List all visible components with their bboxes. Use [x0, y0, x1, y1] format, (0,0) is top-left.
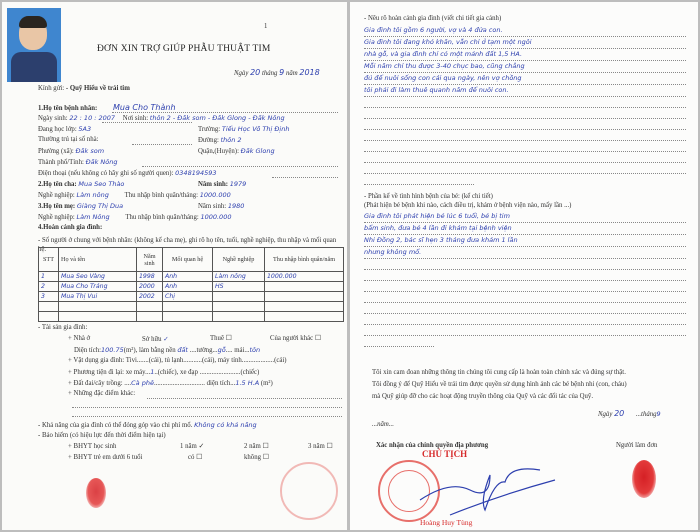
- page-number: 1: [264, 23, 268, 30]
- col-job: Nghề nghiệp: [213, 248, 265, 272]
- house-others: Của người khác ☐: [270, 335, 321, 342]
- illness-label: - Phần kể về tình hình bệnh của bé: (kể chi tiết): [364, 193, 493, 200]
- house-area-row: Diện tích:100.75(m²), làm bằng nền đất ....tường...gỗ.... mái...tôn: [74, 346, 261, 354]
- applicant-label: Người làm đơn: [616, 442, 658, 449]
- patient-photo: [7, 8, 61, 82]
- insurance-3y: 3 năm ☐: [308, 443, 333, 450]
- col-income: Thu nhập bình quân/năm: [265, 248, 344, 272]
- insurance-child-no: không ☐: [244, 454, 269, 461]
- house-rent: Thuê ☐: [210, 335, 232, 342]
- family-section-label: 4.Hoàn cảnh gia đình:: [38, 224, 103, 231]
- vehicles-row: + Phương tiện đi lại: xe máy...1..(chiếc), xe đạp ........................(chiếc): [68, 368, 260, 376]
- mother-name-row: 3.Họ tên mẹ: Giàng Thị Dua: [38, 202, 124, 210]
- father-birth-year: Năm sinh: 1979: [198, 180, 247, 188]
- circumstance-label: - Nêu rõ hoàn cảnh gia đình (viết chi tiết gia cảnh): [364, 15, 502, 22]
- land-row: + Đất đai/cây trồng: ....Cà phê.............................. diện tích...1.5 H.A (m²): [68, 379, 273, 387]
- form-date: Ngày 20 tháng 9 năm 2018: [234, 68, 320, 77]
- house-owned: Sở hữu ✓: [142, 335, 169, 343]
- col-name: Họ và tên: [59, 248, 137, 272]
- thumbprint-icon: [86, 478, 106, 508]
- father-job-row: Nghề nghiệp: Làm nông Thu nhập bình quân/tháng: 1000.000: [38, 191, 231, 199]
- patient-address: Thường trú tại số nhà:: [38, 136, 99, 143]
- patient-street: Đường: thôn 2: [198, 136, 242, 144]
- table-row: [39, 302, 344, 312]
- house-label: + Nhà ở: [68, 335, 91, 342]
- commitment-text: Tôi xin cam đoan những thông tin chúng tôi cung cấp là hoàn toàn chính xác và đúng sự thật. Tôi đồng ý để Quỹ Hiểu về trái tim được quyền sử dụng hình ảnh các bé bệnh nhi (con, cháu) mà Quỹ giúp đỡ cho các hoạt động truyền thông của Quỹ và các đối tác của Quỹ.: [372, 369, 627, 400]
- appliances-row: + Vật dụng gia đình: Tivi.......(cái), tủ lạnh...........(cái), máy tính...................(cái): [68, 357, 287, 364]
- patient-phone: Điện thoại (nếu không có hãy ghi số người quen): 0348194593: [38, 169, 217, 177]
- patient-name-row: 1.Họ tên bệnh nhân: Mua Cho Thành: [38, 103, 176, 112]
- col-stt: STT: [39, 248, 59, 272]
- table-row: 2 Mua Cho Tráng 2000 Anh HS: [39, 282, 344, 292]
- local-confirm-label: Xác nhận của chính quyền địa phương: [376, 442, 489, 449]
- insurance-label: - Bảo hiểm (có hiệu lực đến thời điểm hiện tại): [38, 432, 166, 439]
- family-members-note: - Số người ở chung với bệnh nhân: (không kể cha mẹ), ghi rõ họ tên, tuổi, nghề nghiệp, thu nhập và mối quan hệ.: [38, 237, 337, 254]
- insurance-1y: 1 năm ✓: [180, 443, 205, 450]
- patient-city: Thành phố/Tỉnh: Đăk Nông: [38, 158, 118, 166]
- contribution-row: - Khả năng của gia đình có thể đóng góp vào chi phí mổ. Không có khả năng: [38, 421, 257, 429]
- col-birth-year: Năm sinh: [137, 248, 163, 272]
- form-page-2: [350, 2, 698, 530]
- applicant-thumbprint-icon: [632, 460, 656, 498]
- family-members-table: [38, 247, 344, 322]
- patient-grade-row: Đang học lớp: 5A3: [38, 125, 92, 133]
- assets-label: - Tài sản gia đình:: [38, 324, 88, 331]
- table-row: [39, 312, 344, 322]
- sign-year: ...năm...: [372, 421, 394, 428]
- patient-dob-row: Ngày sinh: 22 : 10 : 2007 Nơi sinh: thôn 2 - Đăk som - Đăk Glong - Đăk Nông: [38, 114, 285, 122]
- insurance-2y: 2 năm ☐: [244, 443, 269, 450]
- sign-date: Ngày 20 ...tháng9: [598, 409, 661, 418]
- insurance-child: + BHYT trẻ em dưới 6 tuổi: [68, 454, 143, 461]
- patient-district: Quận,(Huyện): Đăk Glong: [198, 147, 275, 155]
- stamp-bleedthrough-icon: [280, 462, 338, 520]
- other-features-label: + Những đặc điểm khác:: [68, 390, 136, 397]
- signer-name: Hoàng Huy Tùng: [420, 518, 473, 527]
- recipient: Kính gửi: - Quỹ Hiểu về trái tim: [38, 85, 130, 92]
- col-relationship: Mối quan hệ: [163, 248, 213, 272]
- stamp-title: CHỦ TỊCH: [422, 449, 468, 459]
- form-title: ĐƠN XIN TRỢ GIÚP PHẪU THUẬT TIM: [97, 44, 271, 54]
- patient-ward: Phường (xã): Đăk som: [38, 147, 105, 155]
- patient-school: Trường: Tiểu Học Võ Thị Định: [198, 125, 290, 133]
- table-row: 3 Mua Thị Vui 2002 Chị: [39, 292, 344, 302]
- circumstance-text: Gia đình tôi gồm 6 người, vợ và 4 đứa con. Gia đình tôi đang khó khăn, vẫn chỉ ở tạm một ngôi nhà gỗ, và gia đình chỉ có một mảnh đất 1,5 HA. Mỗi năm chỉ thu được 3-40 chục bao, cũng chẳng đủ để nuôi sống con cái qua ngày, nên vợ chồng tôi phải đi làm thuê quanh năm để nuôi con.: [364, 25, 686, 185]
- illness-text: Gia đình tôi phát hiện bé lúc 6 tuổi, bé bị tim bẩm sinh, đưa bé 4 lần đi khám tại bệnh viện Nhi Đồng 2, bác sĩ hẹn 3 tháng đưa khám 1 lần nhưng không mổ.: [364, 211, 686, 347]
- mother-job-row: Nghề nghiệp: Làm Nông Thu nhập bình quân/tháng: 1000.000: [38, 213, 232, 221]
- mother-birth-year: Năm sinh: 1980: [198, 202, 245, 210]
- insurance-child-yes: có ☐: [188, 454, 203, 461]
- table-row: 1 Mua Seo Vàng 1998 Anh Làm nông 1000.000: [39, 272, 344, 282]
- insurance-student: + BHYT học sinh: [68, 443, 117, 450]
- signature-icon: [410, 460, 560, 516]
- father-name-row: 2.Họ tên cha: Mua Seo Thào: [38, 180, 125, 188]
- form-page-1: [2, 2, 347, 530]
- illness-sublabel: (Phát hiện bé bệnh khi nào, cách điều trị, khám ở bệnh viện nào, mấy lần ...): [364, 202, 572, 209]
